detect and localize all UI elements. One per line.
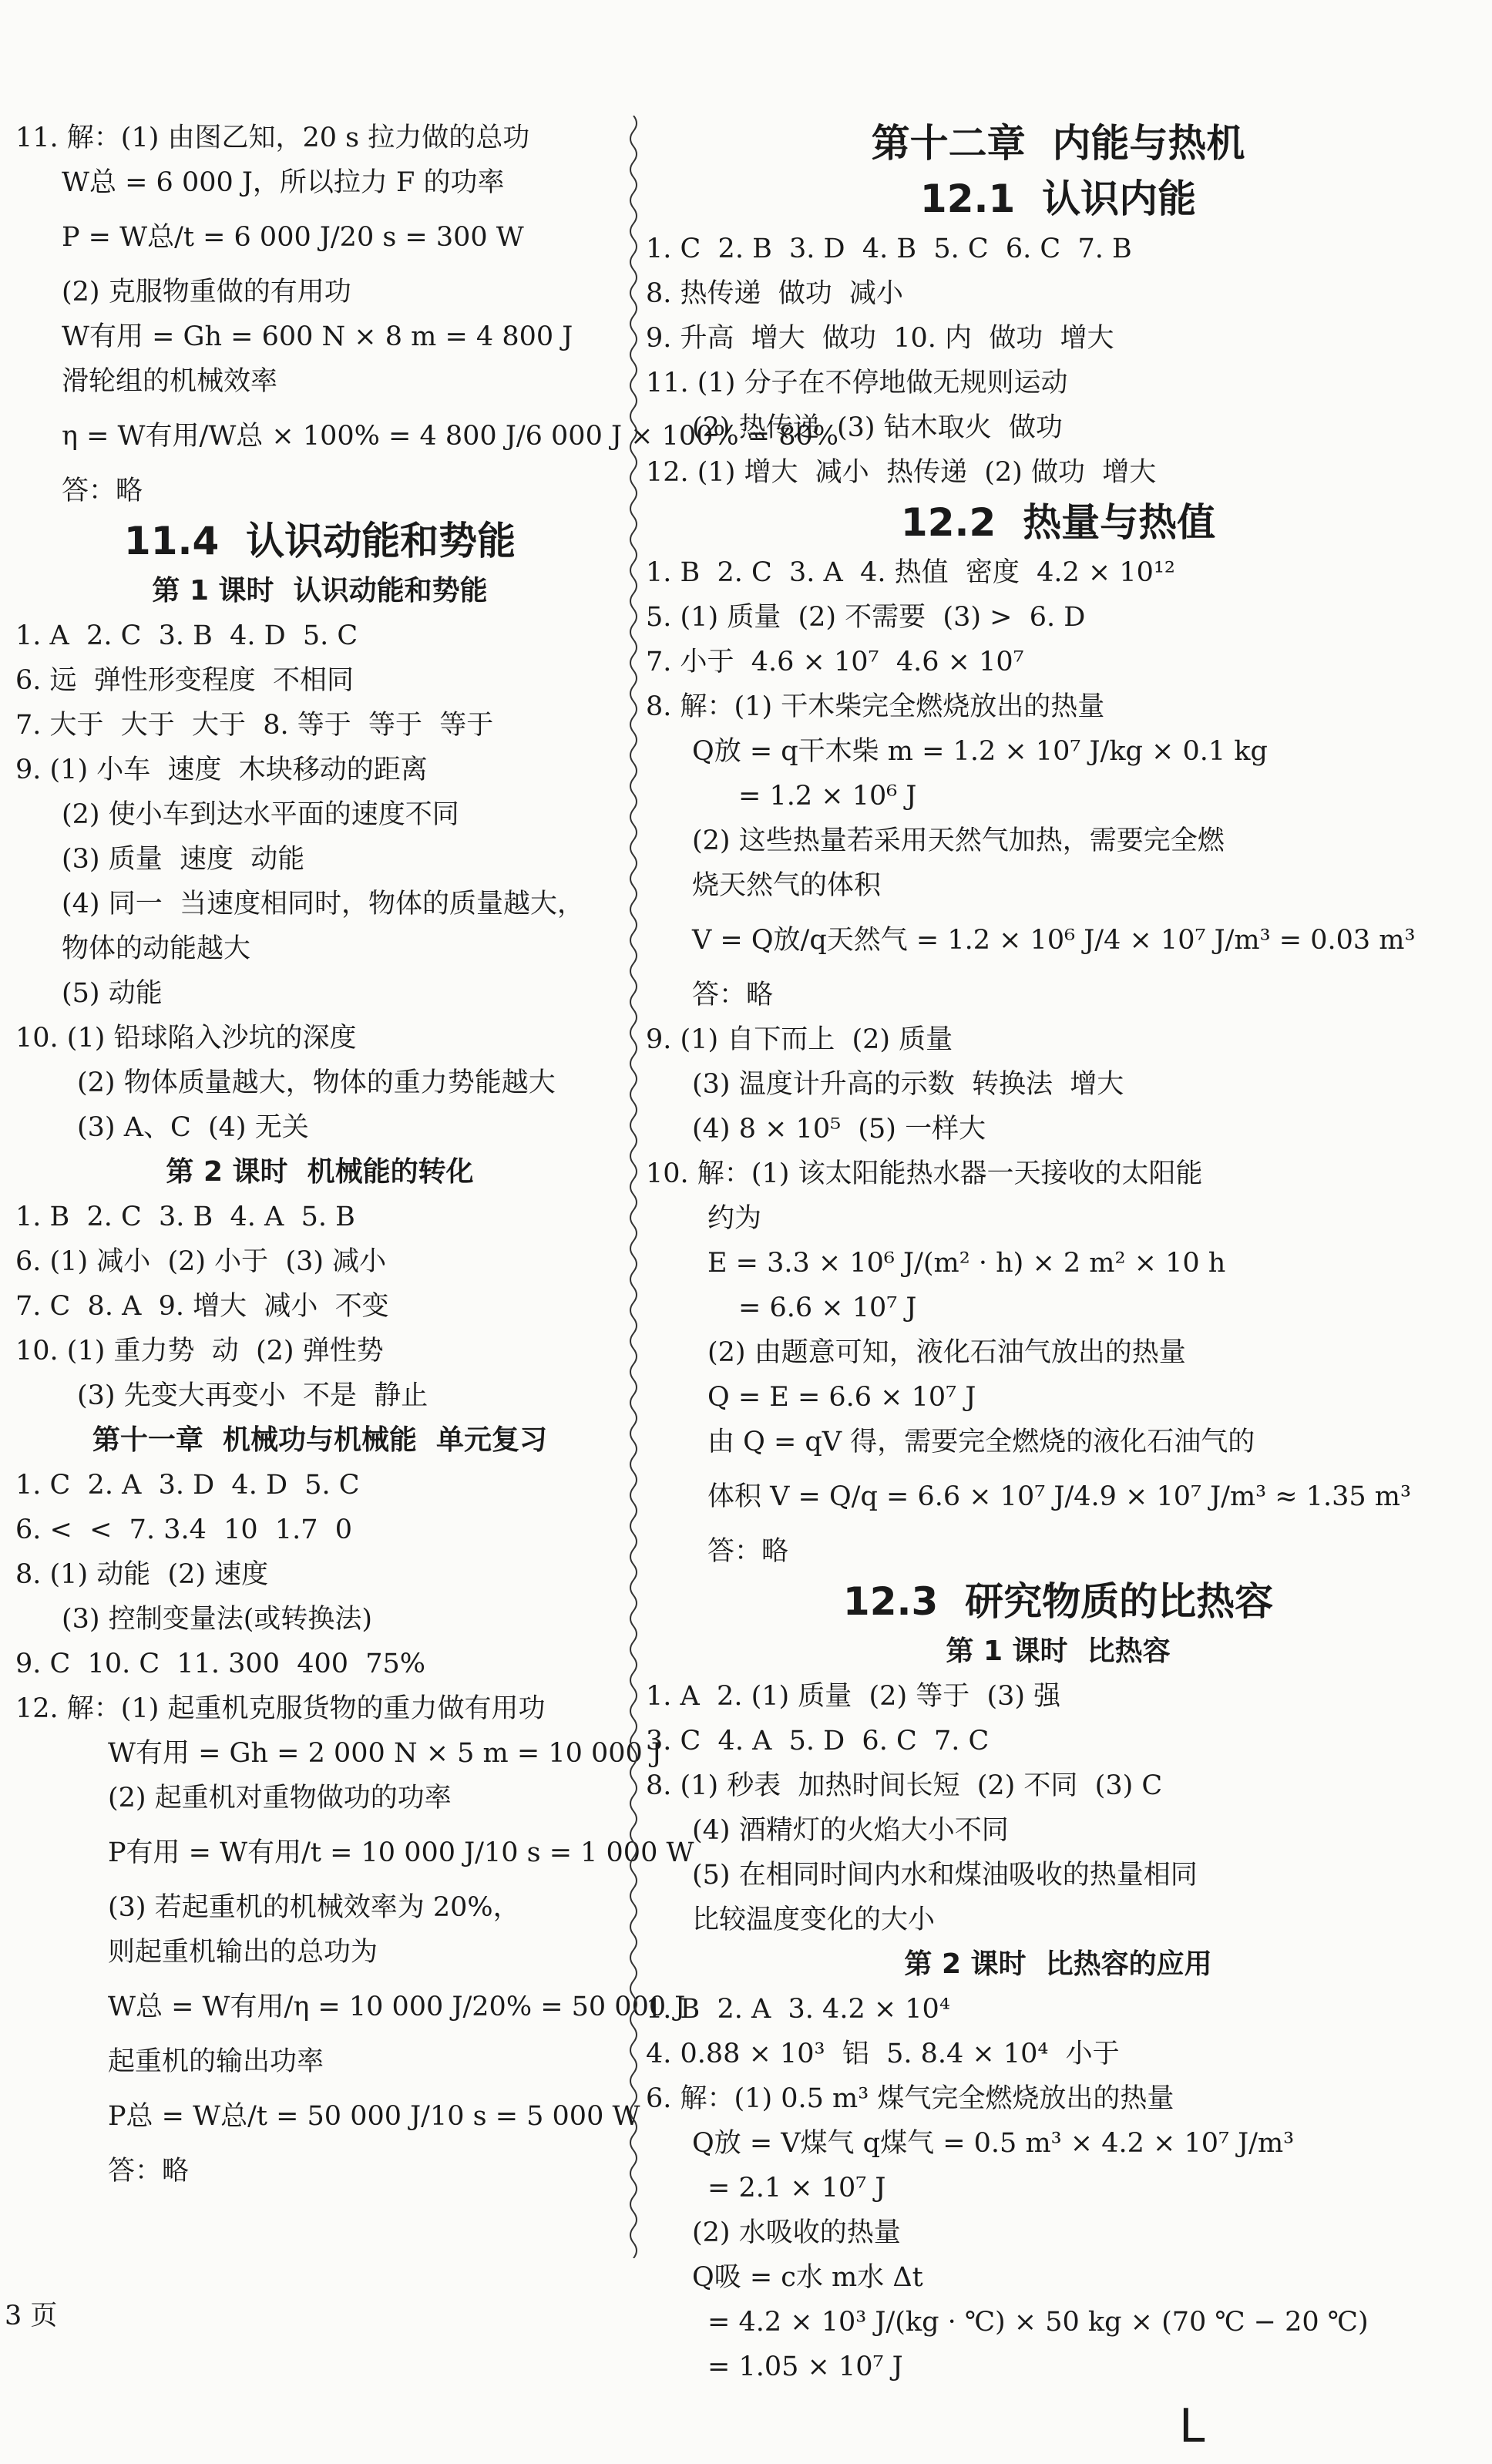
answer-line: (3) 先变大再变小 不是 静止 xyxy=(77,1380,428,1411)
answer-line: Q = E = 6.6 × 10⁷ J xyxy=(707,1382,976,1413)
answer-line: 11. 解：(1) 由图乙知，20 s 拉力做的总功 xyxy=(15,123,530,153)
answer-line: W有用 = Gh = 600 N × 8 m = 4 800 J xyxy=(62,321,573,352)
answer-line: (2) 这些热量若采用天然气加热，需要完全燃 xyxy=(692,825,1225,856)
answer-line: = 6.6 × 10⁷ J xyxy=(738,1293,917,1323)
answer-line: 10. (1) 铅球陷入沙坑的深度 xyxy=(15,1023,357,1054)
answer-line: P = W总/t = 6 000 J/20 s = 300 W xyxy=(62,222,524,253)
answer-line: 比较温度变化的大小 xyxy=(692,1904,936,1935)
answer-line: 4. 0.88 × 10³ 铝 5. 8.4 × 10⁴ 小于 xyxy=(646,2039,1120,2069)
answer-line: (3) 温度计升高的示数 转换法 增大 xyxy=(692,1069,1124,1100)
answer-line: 9. (1) 自下而上 (2) 质量 xyxy=(646,1024,953,1055)
answer-line: (3) A、C (4) 无关 xyxy=(77,1112,309,1143)
answer-line: (2) 由题意可知，液化石油气放出的热量 xyxy=(707,1337,1186,1368)
section-heading: 第十一章 机械功与机械能 单元复习 xyxy=(92,1424,548,1456)
answer-line: 5. (1) 质量 (2) 不需要 (3) > 6. D xyxy=(646,602,1086,633)
answer-line: = 1.2 × 10⁶ J xyxy=(738,781,917,812)
section-heading: 12.1 认识内能 xyxy=(919,176,1197,221)
answer-line: = 2.1 × 10⁷ J xyxy=(707,2173,886,2203)
answer-line: (5) 动能 xyxy=(62,978,163,1009)
right-column xyxy=(646,116,1470,2389)
answer-line: 体积 V = Q/q = 6.6 × 10⁷ J/4.9 × 10⁷ J/m³ ≈ 1.35 m³ xyxy=(707,1481,1412,1512)
answer-line: 8. (1) 秒表 加热时间长短 (2) 不同 (3) C xyxy=(646,1770,1163,1801)
answer-line: η = W有用/W总 × 100% = 4 800 J/6 000 J × 100% = 80% xyxy=(62,421,839,452)
answer-line: (2) 物体质量越大，物体的重力势能越大 xyxy=(77,1067,556,1098)
answer-line: 由 Q = qV 得，需要完全燃烧的液化石油气的 xyxy=(707,1427,1255,1457)
answer-line: (2) 使小车到达水平面的速度不同 xyxy=(62,799,459,830)
answer-line: 9. C 10. C 11. 300 400 75% xyxy=(15,1649,426,1679)
answer-line: W总 = W有用/η = 10 000 J/20% = 50 000 J xyxy=(108,1992,686,2022)
answer-line: 答：略 xyxy=(62,476,143,506)
answer-line: (4) 同一 当速度相同时，物体的质量越大， xyxy=(62,889,584,919)
answer-line: W总 = 6 000 J，所以拉力 F 的功率 xyxy=(62,167,505,198)
answer-line: (2) 起重机对重物做功的功率 xyxy=(108,1783,452,1814)
answer-line: E = 3.3 × 10⁶ J/(m² · h) × 2 m² × 10 h xyxy=(707,1248,1226,1279)
answer-line: P总 = W总/t = 50 000 J/10 s = 5 000 W xyxy=(108,2101,640,2132)
answer-line: 1. B 2. A 3. 4.2 × 10⁴ xyxy=(646,1994,950,2025)
answer-line: 3. C 4. A 5. D 6. C 7. C xyxy=(646,1726,990,1756)
answer-line: 6. (1) 减小 (2) 小于 (3) 减小 xyxy=(15,1246,387,1277)
answer-line: 10. 解：(1) 该太阳能热水器一天接收的太阳能 xyxy=(646,1158,1203,1189)
answer-line: 6. 解：(1) 0.5 m³ 煤气完全燃烧放出的热量 xyxy=(646,2083,1174,2114)
answer-line: (3) 若起重机的机械效率为 20%， xyxy=(108,1892,520,1923)
answer-line: 9. (1) 小车 速度 木块移动的距离 xyxy=(15,755,428,785)
answer-line: (2) 克服物重做的有用功 xyxy=(62,277,351,308)
answer-line: 答：略 xyxy=(707,1536,789,1567)
answer-line: 答：略 xyxy=(692,980,774,1010)
section-heading: 第 1 课时 认识动能和势能 xyxy=(152,575,488,607)
answer-line: 9. 升高 增大 做功 10. 内 做功 增大 xyxy=(646,323,1114,354)
answer-line: Q放 = V煤气 q煤气 = 0.5 m³ × 4.2 × 10⁷ J/m³ xyxy=(692,2128,1295,2159)
answer-line: 烧天然气的体积 xyxy=(692,870,882,901)
answer-line: 1. B 2. C 3. A 4. 热值 密度 4.2 × 10¹² xyxy=(646,557,1175,588)
corner-mark: ᒪ xyxy=(1179,2399,1205,2453)
section-heading: 12.2 热量与热值 xyxy=(900,500,1216,545)
wavy-column-divider xyxy=(626,116,641,2258)
answer-line: P有用 = W有用/t = 10 000 J/10 s = 1 000 W xyxy=(108,1837,694,1868)
answer-line: 7. C 8. A 9. 增大 减小 不变 xyxy=(15,1291,389,1322)
answer-line: 约为 xyxy=(707,1203,762,1234)
answer-line: 1. B 2. C 3. B 4. A 5. B xyxy=(15,1202,355,1232)
answer-line: (2) 水吸收的热量 xyxy=(692,2217,901,2248)
section-heading: 12.3 研究物质的比热容 xyxy=(842,1579,1274,1624)
answer-line: W有用 = Gh = 2 000 N × 5 m = 10 000 J xyxy=(108,1738,662,1769)
answer-line: (4) 8 × 10⁵ (5) 一样大 xyxy=(692,1114,986,1145)
answer-line: (5) 在相同时间内水和煤油吸收的热量相同 xyxy=(692,1860,1198,1891)
answer-line: 起重机的输出功率 xyxy=(108,2046,324,2077)
section-heading: 第十二章 内能与热机 xyxy=(871,121,1245,166)
answer-line: 物体的动能越大 xyxy=(62,933,251,964)
answer-line: (4) 酒精灯的火焰大小不同 xyxy=(692,1815,1009,1846)
answer-line: 8. 热传递 做功 减小 xyxy=(646,278,904,309)
answer-line: 11. (1) 分子在不停地做无规则运动 xyxy=(646,368,1068,398)
answer-line: (3) 控制变量法(或转换法) xyxy=(62,1604,373,1635)
answer-line: 则起重机输出的总功为 xyxy=(108,1937,378,1968)
answer-line: (3) 质量 速度 动能 xyxy=(62,844,305,875)
answer-line: 10. (1) 重力势 动 (2) 弹性势 xyxy=(15,1336,384,1366)
answer-line: 1. C 2. B 3. D 4. B 5. C 6. C 7. B xyxy=(646,234,1132,264)
answer-line: 12. (1) 增大 减小 热传递 (2) 做功 增大 xyxy=(646,457,1157,488)
answer-line: 8. 解：(1) 干木柴完全燃烧放出的热量 xyxy=(646,691,1105,722)
answer-line: 7. 小于 4.6 × 10⁷ 4.6 × 10⁷ xyxy=(646,647,1024,677)
section-heading: 11.4 认识动能和势能 xyxy=(123,519,516,563)
answer-line: 6. < < 7. 3.4 10 1.7 0 xyxy=(15,1514,353,1545)
answer-line: = 4.2 × 10³ J/(kg · ℃) × 50 kg × (70 ℃ − 20 ℃) xyxy=(707,2307,1369,2338)
answer-line: 6. 远 弹性形变程度 不相同 xyxy=(15,665,355,696)
answer-line: 8. (1) 动能 (2) 速度 xyxy=(15,1559,269,1590)
answer-line: 1. C 2. A 3. D 4. D 5. C xyxy=(15,1470,360,1501)
page-number: 3 页 xyxy=(5,2301,58,2331)
answer-line: 答：略 xyxy=(108,2156,190,2187)
answer-line: 1. A 2. C 3. B 4. D 5. C xyxy=(15,620,358,651)
answer-line: = 1.05 × 10⁷ J xyxy=(707,2351,903,2382)
section-heading: 第 1 课时 比热容 xyxy=(946,1635,1171,1667)
answer-line: 12. 解：(1) 起重机克服货物的重力做有用功 xyxy=(15,1693,546,1724)
answer-line: 滑轮组的机械效率 xyxy=(62,366,278,397)
answer-line: (2) 热传递 (3) 钻木取火 做功 xyxy=(692,412,1063,443)
answer-line: V = Q放/q天然气 = 1.2 × 10⁶ J/4 × 10⁷ J/m³ = 0.03 m³ xyxy=(692,925,1416,956)
answer-line: Q吸 = c水 m水 Δt xyxy=(692,2262,923,2293)
section-heading: 第 2 课时 比热容的应用 xyxy=(904,1948,1212,1980)
answer-line: 1. A 2. (1) 质量 (2) 等于 (3) 强 xyxy=(646,1681,1061,1712)
section-heading: 第 2 课时 机械能的转化 xyxy=(166,1156,474,1188)
answer-line: Q放 = q干木柴 m = 1.2 × 10⁷ J/kg × 0.1 kg xyxy=(692,736,1268,767)
answer-line: 7. 大于 大于 大于 8. 等于 等于 等于 xyxy=(15,710,494,741)
